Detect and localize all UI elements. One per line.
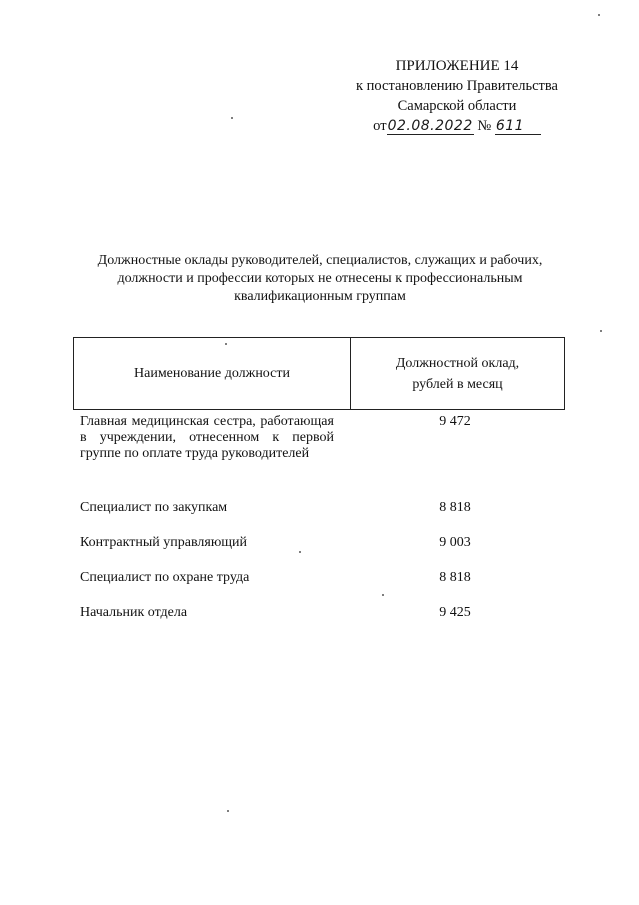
position-name: Главная медицинская сестра, работающая в учреждении, отнесенном к первой группе по оплате труда руководителей (80, 414, 334, 461)
title-line-1: Должностные оклады руководителей, специалистов, служащих и рабочих, (97, 253, 543, 268)
title-line-2: должности и профессии которых не отнесены к профессиональным (117, 271, 523, 286)
scan-speck (600, 330, 602, 332)
salary-value: 9 425 (439, 605, 471, 620)
table-row (80, 535, 560, 570)
column-header-position: Наименование должности (74, 338, 351, 409)
handwritten-number: 611 (495, 118, 541, 135)
salary-value: 8 818 (439, 570, 471, 585)
column-header-salary (351, 338, 564, 409)
scan-speck (598, 14, 600, 16)
scan-speck (231, 117, 233, 119)
resolution-reference: к постановлению Правительства (356, 78, 558, 94)
salary-header-line-2: рублей в месяц (412, 376, 503, 392)
salary-header-line-1: Должностной оклад, (395, 355, 520, 371)
table-body (80, 414, 560, 640)
position-name: Специалист по охране труда (80, 570, 250, 585)
table-row (80, 500, 560, 535)
table-row (80, 414, 560, 500)
document-title (60, 252, 580, 306)
scan-speck (227, 810, 229, 812)
table-row (80, 605, 560, 640)
position-name: Начальник отдела (80, 605, 188, 620)
region-name: Самарской области (397, 98, 517, 114)
salary-value: 9 472 (439, 414, 471, 429)
salary-value: 9 003 (439, 535, 471, 550)
position-name: Специалист по закупкам (80, 500, 228, 515)
document-header (330, 56, 584, 136)
scan-speck (225, 343, 227, 345)
date-number-line (330, 116, 584, 136)
handwritten-date: 02.08.2022 (387, 118, 473, 134)
date-prefix: от (373, 118, 387, 134)
salary-value: 8 818 (439, 500, 471, 515)
number-prefix: № (477, 118, 492, 134)
table-header (73, 337, 565, 410)
scan-speck (299, 551, 301, 553)
scan-speck (382, 594, 384, 596)
table-row (80, 570, 560, 605)
title-line-3: квалификационным группам (234, 289, 406, 304)
position-name: Контрактный управляющий (80, 535, 248, 550)
appendix-number: ПРИЛОЖЕНИЕ 14 (395, 58, 519, 74)
